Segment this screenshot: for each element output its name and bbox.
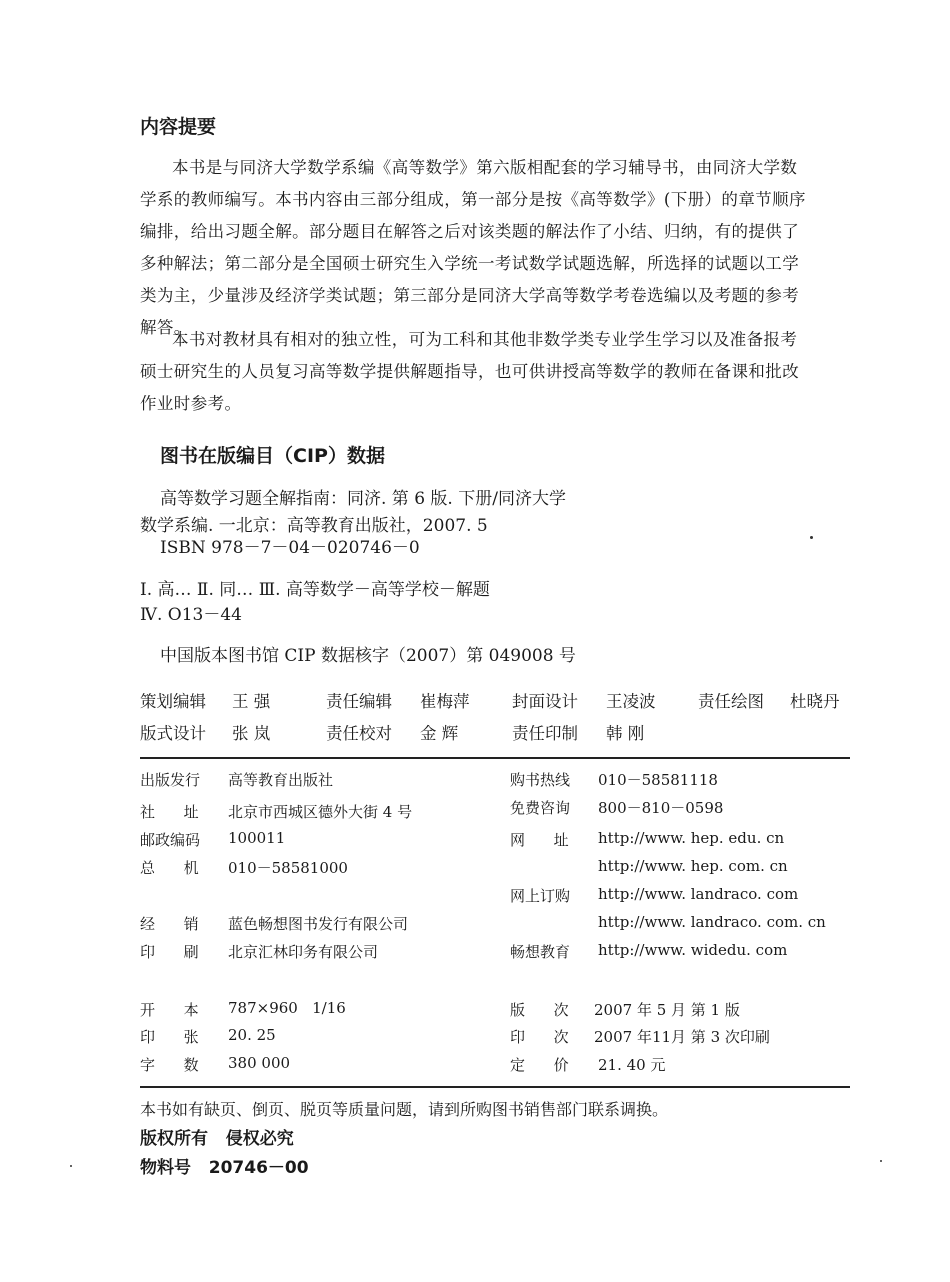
pub-value: http://www. widedu. com xyxy=(598,941,788,959)
credit-label: 责任编辑 xyxy=(326,692,392,711)
credit-label: 责任绘图 xyxy=(698,692,764,711)
pub-value: 20. 25 xyxy=(228,1026,276,1044)
pub-value: http://www. landraco. com. cn xyxy=(598,913,826,931)
cip-classification: Ⅰ. 高… Ⅱ. 同… Ⅲ. 高等数学－高等学校－解题 xyxy=(140,580,490,600)
scan-speck xyxy=(70,1165,72,1167)
pub-value: 100011 xyxy=(228,829,286,847)
summary-heading: 内容提要 xyxy=(140,116,217,138)
credit-name: 韩 刚 xyxy=(606,724,645,743)
cip-heading: 图书在版编目（CIP）数据 xyxy=(160,445,385,467)
pub-label: 网上订购 xyxy=(510,887,571,905)
credit-name: 张 岚 xyxy=(232,724,271,743)
credit-label: 封面设计 xyxy=(512,692,578,711)
pub-value: 高等教育出版社 xyxy=(228,771,334,789)
credit-name: 金 辉 xyxy=(420,724,459,743)
scan-speck xyxy=(880,1160,882,1162)
pub-label: 邮政编码 xyxy=(140,831,201,849)
copyright-notice: 版权所有 侵权必究 xyxy=(140,1129,294,1149)
top-divider xyxy=(140,757,850,759)
summary-line: 解答。 xyxy=(140,318,191,337)
pub-value: 北京汇林印务有限公司 xyxy=(228,943,379,961)
summary-line: 类为主，少量涉及经济学类试题；第三部分是同济大学高等数学考卷选编以及考题的参考 xyxy=(140,286,800,305)
pub-value: http://www. hep. edu. cn xyxy=(598,829,785,847)
pub-value: 蓝色畅想图书发行有限公司 xyxy=(228,915,409,933)
credit-label: 策划编辑 xyxy=(140,692,206,711)
summary-line: 本书是与同济大学数学系编《高等数学》第六版相配套的学习辅导书，由同济大学数 xyxy=(172,158,798,177)
bottom-divider xyxy=(140,1086,850,1088)
cip-author-line: 数学系编. 一北京：高等教育出版社，2007. 5 xyxy=(140,516,488,536)
credit-name: 王凌波 xyxy=(606,692,656,711)
pub-value: 北京市西城区德外大街 4 号 xyxy=(228,803,413,821)
material-number: 物料号 20746－00 xyxy=(140,1158,309,1178)
credit-label: 版式设计 xyxy=(140,724,206,743)
pub-label: 总 机 xyxy=(140,859,199,877)
pub-label: 定 价 xyxy=(510,1056,569,1074)
cip-isbn: ISBN 978－7－04－020746－0 xyxy=(160,538,420,558)
pub-label: 开 本 xyxy=(140,1001,199,1019)
summary-line: 编排，给出习题全解。部分题目在解答之后对该类题的解法作了小结、归纳，有的提供了 xyxy=(140,222,800,241)
credit-label: 责任校对 xyxy=(326,724,392,743)
pub-label: 版 次 xyxy=(510,1001,569,1019)
cip-verification: 中国版本图书馆 CIP 数据核字（2007）第 049008 号 xyxy=(160,646,576,666)
pub-label: 印 次 xyxy=(510,1028,569,1046)
pub-label: 印 刷 xyxy=(140,943,199,961)
summary-line: 作业时参考。 xyxy=(140,394,242,413)
pub-label: 印 张 xyxy=(140,1028,199,1046)
pub-value: 380 000 xyxy=(228,1054,291,1072)
pub-label: 免费咨询 xyxy=(510,799,571,817)
pub-value: 2007 年11月 第 3 次印刷 xyxy=(594,1028,770,1046)
pub-label: 社 址 xyxy=(140,803,199,821)
pub-label: 网 址 xyxy=(510,831,569,849)
quality-notice: 本书如有缺页、倒页、脱页等质量问题，请到所购图书销售部门联系调换。 xyxy=(140,1100,669,1119)
cip-class-number: Ⅳ. O13－44 xyxy=(140,605,242,625)
pub-label: 经 销 xyxy=(140,915,199,933)
pub-label: 出版发行 xyxy=(140,771,201,789)
pub-label: 购书热线 xyxy=(510,771,571,789)
summary-line: 本书对教材具有相对的独立性，可为工科和其他非数学类专业学生学习以及准备报考 xyxy=(172,330,798,349)
pub-value: 010－58581000 xyxy=(228,859,348,877)
credit-name: 崔梅萍 xyxy=(420,692,470,711)
pub-label: 畅想教育 xyxy=(510,943,571,961)
pub-value: 2007 年 5 月 第 1 版 xyxy=(594,1001,740,1019)
scan-speck xyxy=(810,536,813,539)
credit-name: 王 强 xyxy=(232,692,271,711)
pub-value: http://www. hep. com. cn xyxy=(598,857,788,875)
credit-name: 杜晓丹 xyxy=(790,692,840,711)
pub-label: 字 数 xyxy=(140,1056,199,1074)
cip-title-line: 高等数学习题全解指南：同济. 第 6 版. 下册/同济大学 xyxy=(160,489,566,509)
summary-line: 多种解法；第二部分是全国硕士研究生入学统一考试数学试题选解，所选择的试题以工学 xyxy=(140,254,800,273)
pub-value: http://www. landraco. com xyxy=(598,885,799,903)
pub-value: 800－810－0598 xyxy=(598,799,724,817)
pub-value: 010－58581118 xyxy=(598,771,718,789)
credit-label: 责任印制 xyxy=(512,724,578,743)
summary-line: 学系的教师编写。本书内容由三部分组成，第一部分是按《高等数学》(下册）的章节顺序 xyxy=(140,190,806,209)
summary-line: 硕士研究生的人员复习高等数学提供解题指导，也可供讲授高等数学的教师在备课和批改 xyxy=(140,362,800,381)
pub-value: 21. 40 元 xyxy=(598,1056,666,1074)
pub-value: 787×960 1/16 xyxy=(228,999,346,1017)
